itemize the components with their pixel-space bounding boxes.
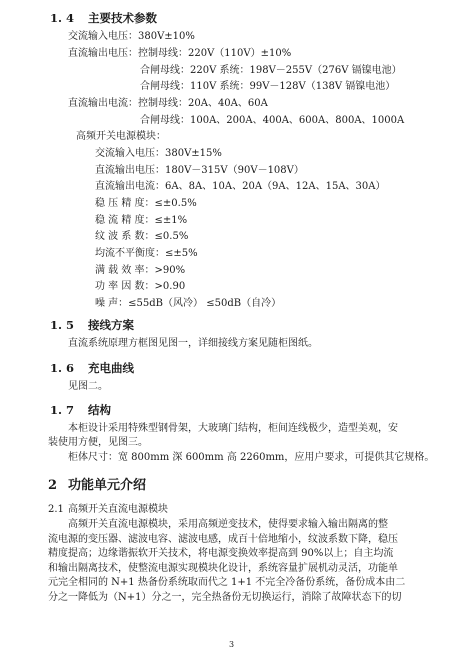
spec-line: 均流不平衡度：≤±5% bbox=[95, 248, 198, 259]
paragraph-line: 高频开关直流电源模块，采用高频逆变技术，使得要求输入输出隔离的整 bbox=[68, 519, 388, 530]
paragraph-line: 和输出隔离技术，使整流电源实现模块化设计，系统容量扩展机动灵活，功能单 bbox=[48, 562, 398, 574]
spec-line: 高频开关电源模块： bbox=[76, 131, 166, 142]
paragraph-line: 分之一降低为（N+1）分之一，完全热备份无切换运行，消除了故障状态下的切 bbox=[48, 591, 402, 603]
paragraph-line: 元完全相同的 N+1 热备份系统取而代之 1+1 不完全冷备份系统，备份成本由二 bbox=[48, 577, 406, 589]
body-text: 本柜设计采用特殊型钢骨架，大玻璃门结构，柜间连线极少，造型美观，安 bbox=[68, 423, 398, 434]
section-title: 充电曲线 bbox=[88, 361, 134, 375]
spec-line: 满 载 效 率：>90% bbox=[95, 265, 186, 276]
spec-line: 稳 流 精 度：≤±1% bbox=[95, 215, 188, 226]
section-number: 1. 4 bbox=[50, 11, 75, 25]
spec-line: 直流输出电压：控制母线：220V（110V）±10% bbox=[68, 48, 292, 59]
spec-line: 合闸母线：220V 系统：198V－255V（276V 镉镍电池） bbox=[140, 65, 402, 76]
section-number: 1. 7 bbox=[50, 403, 75, 417]
body-text: 见图二。 bbox=[68, 381, 108, 392]
spec-line: 直流输出电压：180V－315V（90V－108V） bbox=[95, 165, 304, 176]
body-text: 直流系统原理方框图见图一，详细接线方案见随柜图纸。 bbox=[68, 338, 318, 349]
spec-line: 直流输出电流：控制母线：20A、40A、60A bbox=[68, 98, 268, 109]
section-number: 1. 6 bbox=[50, 361, 75, 375]
spec-line: 功 率 因 数：>0.90 bbox=[95, 281, 186, 292]
section-title: 接线方案 bbox=[88, 318, 134, 332]
spec-line: 直流输出电流：6A、8A、10A、20A（9A、12A、15A、30A） bbox=[95, 181, 386, 192]
spec-line: 稳 压 精 度：≤±0.5% bbox=[95, 198, 197, 209]
spec-line: 交流输入电压：380V±15% bbox=[95, 148, 222, 159]
spec-line: 纹 波 系 数：≤0.5% bbox=[95, 231, 189, 242]
page-number: 3 bbox=[229, 640, 235, 649]
chapter-title: 功能单元介绍 bbox=[68, 478, 147, 493]
subsection-title: 高频开关直流电源模块 bbox=[68, 504, 168, 515]
section-title: 主要技术参数 bbox=[88, 11, 157, 25]
paragraph-line: 精度提高；边缘谐振软开关技术，将电源变换效率提高到 90%以上；自主均流 bbox=[48, 548, 394, 560]
spec-line: 交流输入电压：380V±10% bbox=[68, 31, 195, 42]
paragraph-line: 流电源的变压器、滤波电容、滤波电感，成百十倍地缩小，纹波系数下降，稳压 bbox=[48, 533, 398, 545]
section-title: 结构 bbox=[88, 403, 111, 417]
body-text: 柜体尺寸：宽 800mm 深 600mm 高 2260mm，应用户要求，可提供其它规格。 bbox=[68, 452, 435, 463]
spec-line: 噪 声：≤55dB（风冷） ≤50dB（自冷） bbox=[95, 298, 282, 309]
spec-line: 合闸母线：100A、200A、400A、600A、800A、1000A bbox=[140, 115, 405, 126]
paragraph bbox=[48, 518, 405, 606]
section-number: 1. 5 bbox=[50, 318, 75, 332]
chapter-number: 2 bbox=[48, 478, 58, 493]
body-text: 装使用方便，见图三。 bbox=[48, 437, 148, 448]
spec-line: 合闸母线：110V 系统：99V－128V（138V 镉镍电池） bbox=[140, 81, 396, 92]
subsection-number: 2.1 bbox=[48, 504, 64, 515]
